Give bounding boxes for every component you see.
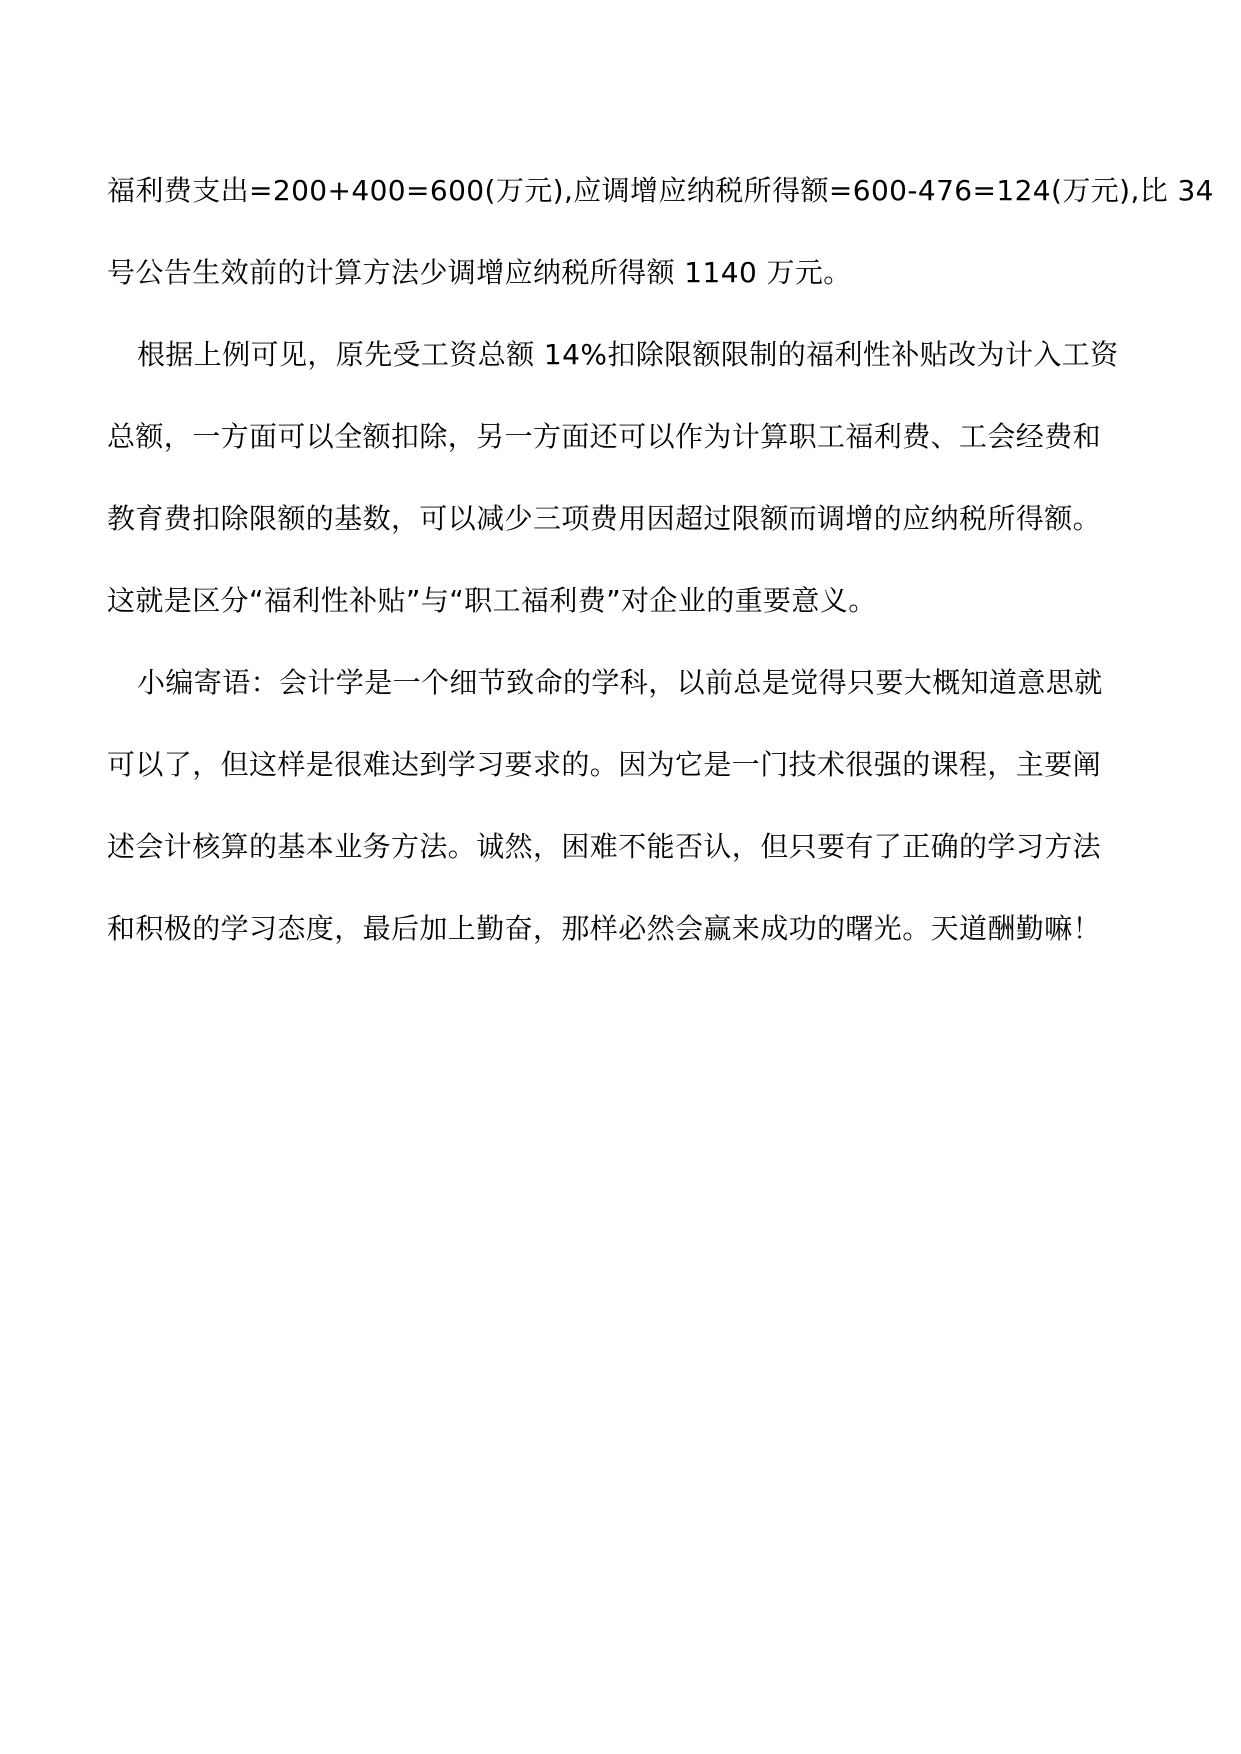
- text-line-7: 小编寄语：会计学是一个细节致命的学科，以前总是觉得只要大概知道意思就: [137, 666, 1103, 699]
- text-line-2: 号公告生效前的计算方法少调增应纳税所得额 1140 万元。: [107, 256, 852, 289]
- text-line-4: 总额，一方面可以全额扣除，另一方面还可以作为计算职工福利费、工会经费和: [107, 420, 1102, 453]
- text-line-1: 福利费支出=200+400=600(万元),应调增应纳税所得额=600-476=124(万元),比 34: [107, 174, 1214, 207]
- text-line-9: 述会计核算的基本业务方法。诚然，困难不能否认，但只要有了正确的学习方法: [107, 830, 1102, 863]
- text-line-6: 这就是区分“福利性补贴”与“职工福利费”对企业的重要意义。: [107, 584, 877, 617]
- text-line-5: 教育费扣除限额的基数，可以减少三项费用因超过限额而调增的应纳税所得额。: [107, 502, 1102, 535]
- text-line-10: 和积极的学习态度，最后加上勤奋，那样必然会赢来成功的曙光。天道酬勤嘛！: [107, 912, 1102, 945]
- text-line-8: 可以了，但这样是很难达到学习要求的。因为它是一门技术很强的课程，主要阐: [107, 748, 1102, 781]
- text-line-3: 根据上例可见，原先受工资总额 14%扣除限额限制的福利性补贴改为计入工资: [137, 338, 1119, 371]
